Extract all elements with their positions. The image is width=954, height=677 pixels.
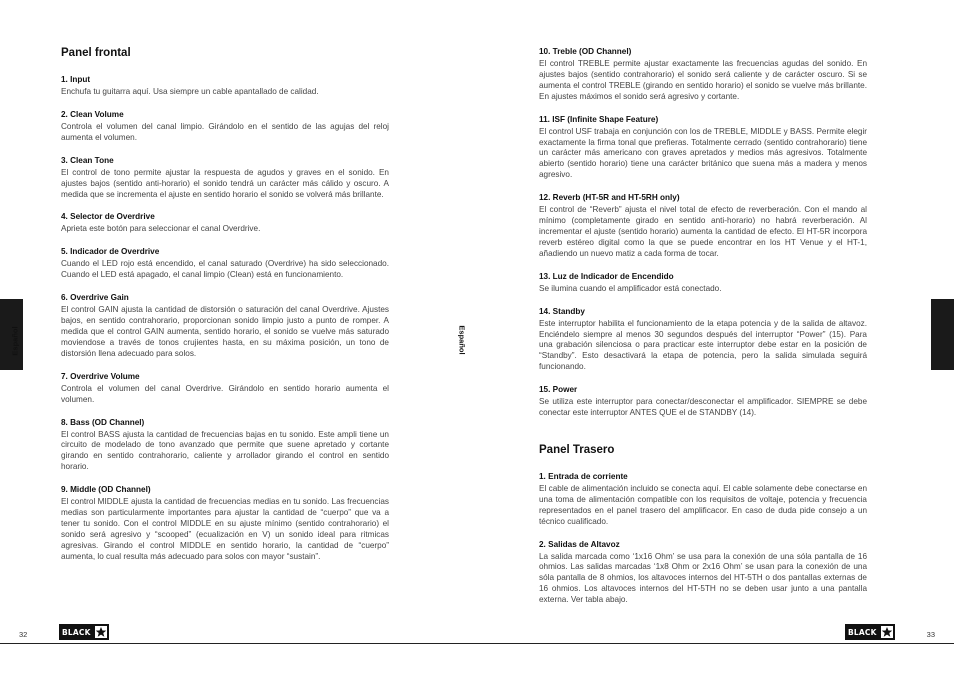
- manual-item: [539, 539, 867, 607]
- manual-item: [61, 211, 389, 235]
- item-title: 4. Selector de Overdrive: [61, 212, 155, 222]
- section-title-panel-frontal: Panel frontal: [61, 47, 131, 59]
- item-body: La salida marcada como ‘1x16 Ohm’ se usa para la conexión de una sóla pantalla de 16 ohmios. Las salidas marcadas ‘1x8 Ohm or 2x16 Ohm’ se usan para la conexión de una sóla pantalla de 8 ohmios, los altavoces internos del HT-5TH o dos pantallas externas de 16 ohmios. Los altavoces internos del HT-5TH no se deben usar junto a una pantalla externa. Ver tabla abajo.: [539, 551, 867, 605]
- manual-item: [61, 246, 389, 281]
- item-title: 2. Clean Volume: [61, 109, 124, 119]
- language-tab: [931, 299, 954, 370]
- right-column: [539, 46, 867, 617]
- item-title: 15. Power: [539, 385, 578, 395]
- item-body: Enchufa tu guitarra aquí. Usa siempre un cable apantallado de calidad.: [61, 87, 319, 96]
- manual-item: [61, 74, 389, 98]
- item-title: 1. Input: [61, 75, 91, 84]
- manual-item: [61, 371, 389, 406]
- item-body: Este interruptor habilita el funcionamiento de la etapa potencia y de la salida de altavoz. Enciéndelo siempre al menos 30 segundos después del interruptor “Power” (15). Para una grabación silenciosa o para practicar este interruptor debe estar en la posición de “Standby”. Esto desactivará la etapa de potencia, pero la salida simulada seguirá funcionando.: [539, 318, 867, 372]
- item-body: Se ilumina cuando el amplificador está conectado.: [539, 283, 722, 293]
- section-title-panel-trasero: Panel Trasero: [539, 443, 615, 456]
- manual-item: [539, 271, 867, 295]
- manual-item: [539, 306, 867, 374]
- left-item-list: [61, 74, 389, 563]
- item-title: 7. Overdrive Volume: [61, 371, 140, 381]
- item-title: 2. Salidas de Altavoz: [539, 539, 620, 549]
- star-icon: [881, 626, 893, 638]
- star-icon: [95, 626, 107, 638]
- item-title: 12. Reverb (HT-5R and HT-5RH only): [539, 193, 680, 203]
- manual-item: [539, 114, 867, 182]
- right-item-list-2: [539, 471, 867, 606]
- manual-item: [61, 484, 389, 562]
- item-title: 11. ISF (Infinite Shape Feature): [539, 114, 659, 124]
- manual-item: [61, 292, 389, 360]
- item-body: Controla el volumen del canal limpio. Girándolo en el sentido de las agujas del reloj aumenta el volumen.: [61, 121, 389, 142]
- item-body: El control de “Reverb” ajusta el nivel total de efecto de reverberación. Con el mando al mínimo (completamente girado en sentido anti-horario) no habrá reverberación. Al incrementar el ajuste (sentido horario) aumenta la cantidad de efecto. El HT-5R incorpora reverb estéreo digital como la que se puede encontrar en los HT Venue y el HT-1, añadiendo un nuevo matiz a cada forma de tocar.: [539, 205, 867, 258]
- item-body: El control BASS ajusta la cantidad de frecuencias bajas en tu sonido. Este ampli tiene un circuito de modelado de tono avanzado que permite que suene apretado y cortante girando en sentido contrahorario, caliente y arrollador girando el control en sentido horario.: [61, 429, 389, 472]
- item-body: Controla el volumen del canal Overdrive. Girándolo en sentido horario aumenta el volumen.: [61, 383, 389, 404]
- brand-logo: [845, 624, 895, 640]
- item-body: El control USF trabaja en conjunción con los de TREBLE, MIDDLE y BASS. Permite elegir exactamente la firma tonal que prefieras. Totalmente cerrado (sentido contrahorario) tiene un carácter más americano con graves apretados y medios más agresivos. Totalmente abierto (sentido horario) tiene una carácter británico que suena más a madera y menos agresivo.: [539, 126, 867, 180]
- left-column: [61, 46, 389, 574]
- item-title: 3. Clean Tone: [61, 155, 114, 165]
- item-body: Cuando el LED rojo está encendido, el canal saturado (Overdrive) ha sido seleccionado. Cuando el LED está apagado, el canal limpio (Clean) está en funcionamiento.: [61, 259, 389, 280]
- page-number: 32: [19, 630, 28, 639]
- item-title: 14. Standby: [539, 306, 585, 316]
- item-body: El cable de alimentación incluido se conecta aquí. El cable solamente debe conectarse en una toma de alimentación compatible con los requisitos de voltaje, potencia y frecuencia representados en el panel trasero del amplificacor. En caso de duda pide consejo a un técnico cualificado.: [539, 483, 867, 526]
- item-title: 6. Overdrive Gain: [61, 293, 129, 303]
- item-body: El control GAIN ajusta la cantidad de distorsión o saturación del canal Overdrive. Ajustes bajos, en sentido contrahorario, proporcionan sonido limpio justo a punto de romper. A medida que el control GAIN aumenta, sentido horario, el sonido se vuelve más saturado moviendose a través de tonos crujientes hasta, en su máxima posición, un tono de distorsión llena adecuado para solos.: [61, 305, 389, 358]
- item-body: Aprieta este botón para seleccionar el canal Overdrive.: [61, 224, 261, 234]
- side-label-right: Español: [457, 325, 467, 355]
- manual-item: [539, 471, 867, 528]
- right-item-list: [539, 46, 867, 419]
- item-body: El control TREBLE permite ajustar exactamente las frecuencias agudas del sonido. En ajustes bajos (sentido contrahorario) el sonido será caliente y de carácter oscuro. Si se aumenta el control TREBLE (girando en sentido horario) el sonido se vuelve más brillante. En ajustes máximos el sonido será agresivo y cortante.: [539, 59, 867, 101]
- side-label-left: Español: [10, 326, 20, 356]
- manual-item: [539, 192, 867, 260]
- item-title: 10. Treble (OD Channel): [539, 47, 632, 56]
- item-title: 13. Luz de Indicador de Encendido: [539, 271, 674, 281]
- manual-item: [61, 155, 389, 201]
- item-title: 5. Indicador de Overdrive: [61, 247, 160, 257]
- item-body: El control MIDDLE ajusta la cantidad de frecuencias medias en tu sonido. Las frecuencias medias son particularmente importantes para ajustar la cantidad de “cuerpo” que va a tener tu sonido. Con el control MIDDLE en su ajuste mínimo (sentido contrahorario) el sonido será agresivo y “scooped” (ecualización en V) un sonido ideal para ritmicas agresivas. Girando el control MIDDLE en sentido horario, la cantidad de “cuerpo” aumenta, lo cual resulta más adecuado para solos con mayor “sustain”.: [61, 497, 389, 561]
- brand-logo-text: BLACK: [848, 627, 877, 637]
- manual-item: [61, 417, 389, 474]
- manual-item: [61, 109, 389, 144]
- item-title: 9. Middle (OD Channel): [61, 485, 151, 495]
- right-page: [477, 0, 954, 677]
- manual-item: [539, 384, 867, 419]
- manual-item: [539, 46, 867, 103]
- brand-logo: [59, 624, 109, 640]
- item-title: 8. Bass (OD Channel): [61, 417, 145, 427]
- brand-logo-text: BLACK: [62, 627, 91, 637]
- item-title: 1. Entrada de corriente: [539, 471, 628, 481]
- item-body: El control de tono permite ajustar la respuesta de agudos y graves en el sonido. En ajustes bajos (sentido anti-horario) el sonido tendrá un carácter más cálido y oscuro. A medida que se incrementa el ajuste en sentido horario el sonido se volverá más brillante.: [61, 167, 389, 199]
- footer-rule: [0, 643, 477, 644]
- page-number: 33: [926, 630, 935, 639]
- footer-rule: [477, 643, 954, 644]
- item-body: Se utiliza este interruptor para conectar/desconectar el amplificador. SIEMPRE se debe conectar este interruptor ANTES QUE el de STANDBY (14).: [539, 397, 867, 418]
